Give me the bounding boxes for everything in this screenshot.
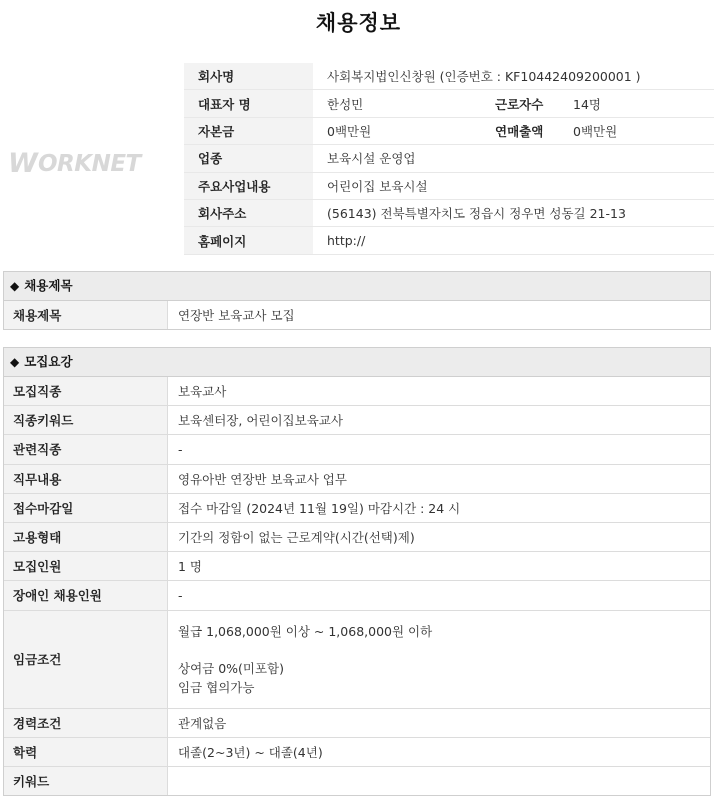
table-row (4, 581, 710, 610)
business-value: 어린이집 보육시설 (313, 172, 714, 199)
employees-label: 근로자수 (487, 90, 559, 117)
row-label: 고용형태 (4, 522, 168, 551)
capital-value: 0백만원 (313, 117, 487, 144)
diamond-icon: ◆ (10, 355, 20, 369)
requirements-section (3, 347, 711, 796)
company-info-table (184, 63, 714, 255)
employees-value: 14명 (559, 90, 714, 117)
table-row (4, 493, 710, 522)
row-value: 보육교사 (178, 384, 227, 400)
ceo-label: 대표자 명 (184, 90, 313, 117)
job-title-row (4, 301, 710, 329)
job-title-section-heading: 채용제목 (24, 278, 73, 293)
address-row (184, 199, 714, 226)
company-name-value: 사회복지법인신창원 (인증번호 : KF10442409200001 ) (313, 63, 714, 90)
requirements-section-header (4, 348, 710, 377)
table-row (4, 552, 710, 581)
requirements-section-heading: 모집요강 (24, 354, 73, 369)
table-row (4, 522, 710, 551)
homepage-link[interactable]: http:// (313, 227, 714, 254)
row-value (168, 766, 711, 795)
svg-text:ORKNET: ORKNET (38, 151, 141, 177)
bonus-info: 상여금 0%(미포함) (178, 660, 285, 676)
row-value: 접수 마감일 (2024년 11월 19일) 마감시간 : 24 시 (168, 493, 711, 522)
svg-text:W: W (8, 148, 38, 178)
job-title-label: 채용제목 (4, 301, 168, 329)
worknet-logo (8, 144, 160, 178)
row-label: 장애인 채용인원 (4, 581, 168, 610)
table-row (4, 464, 710, 493)
requirements-table (4, 377, 710, 795)
business-label: 주요사업내용 (184, 172, 313, 199)
row-label: 모집직종 (4, 377, 168, 406)
table-row (4, 435, 710, 464)
company-name-label: 회사명 (184, 63, 313, 90)
row-label: 모집인원 (4, 552, 168, 581)
homepage-label: 홈페이지 (184, 227, 313, 254)
row-label: 키워드 (4, 766, 168, 795)
row-value: 기간의 정함이 없는 근로계약(시간(선택)제) (168, 522, 711, 551)
industry-value: 보육시설 운영업 (313, 145, 714, 172)
table-row (4, 406, 710, 435)
row-value: 영유아반 연장반 보육교사 업무 (168, 464, 711, 493)
table-row (4, 377, 710, 406)
company-name-row (184, 63, 714, 90)
ceo-row (184, 90, 714, 117)
address-value: (56143) 전북특별자치도 정읍시 정우면 성동길 21-13 (313, 199, 714, 226)
wage-label: 임금조건 (4, 610, 168, 708)
job-title-section-header (4, 272, 710, 301)
row-value: 관계없음 (168, 708, 711, 737)
page-title: 채용정보 (315, 11, 402, 35)
row-label: 학력 (4, 737, 168, 766)
job-title-section (3, 271, 711, 330)
row-value: - (168, 435, 711, 464)
row-label: 직종키워드 (4, 406, 168, 435)
sales-label: 연매출액 (487, 117, 559, 144)
capital-label: 자본금 (184, 117, 313, 144)
row-label: 접수마감일 (4, 493, 168, 522)
wage-row (4, 610, 710, 708)
table-row (4, 737, 710, 766)
row-value: 보육센터장, 어린이집보육교사 (168, 406, 711, 435)
homepage-row (184, 227, 714, 254)
industry-label: 업종 (184, 145, 313, 172)
wage-negotiable: 임금 협의가능 (178, 679, 255, 695)
row-value: - (168, 581, 711, 610)
row-value: 대졸(2~3년) ~ 대졸(4년) (168, 737, 711, 766)
row-value: 1 명 (168, 552, 711, 581)
business-row (184, 172, 714, 199)
capital-row (184, 117, 714, 144)
row-label: 직무내용 (4, 464, 168, 493)
row-label: 경력조건 (4, 708, 168, 737)
table-row (4, 708, 710, 737)
wage-range: 월급 1,068,000원 이상 ~ 1,068,000원 이하 (178, 623, 433, 639)
job-title-value: 연장반 보육교사 모집 (178, 308, 295, 324)
row-label: 관련직종 (4, 435, 168, 464)
sales-value: 0백만원 (559, 117, 714, 144)
wage-value (168, 610, 711, 708)
table-row (4, 766, 710, 795)
job-title-table (4, 301, 710, 329)
ceo-value: 한성민 (313, 90, 487, 117)
industry-row (184, 145, 714, 172)
diamond-icon: ◆ (10, 279, 20, 293)
address-label: 회사주소 (184, 199, 313, 226)
